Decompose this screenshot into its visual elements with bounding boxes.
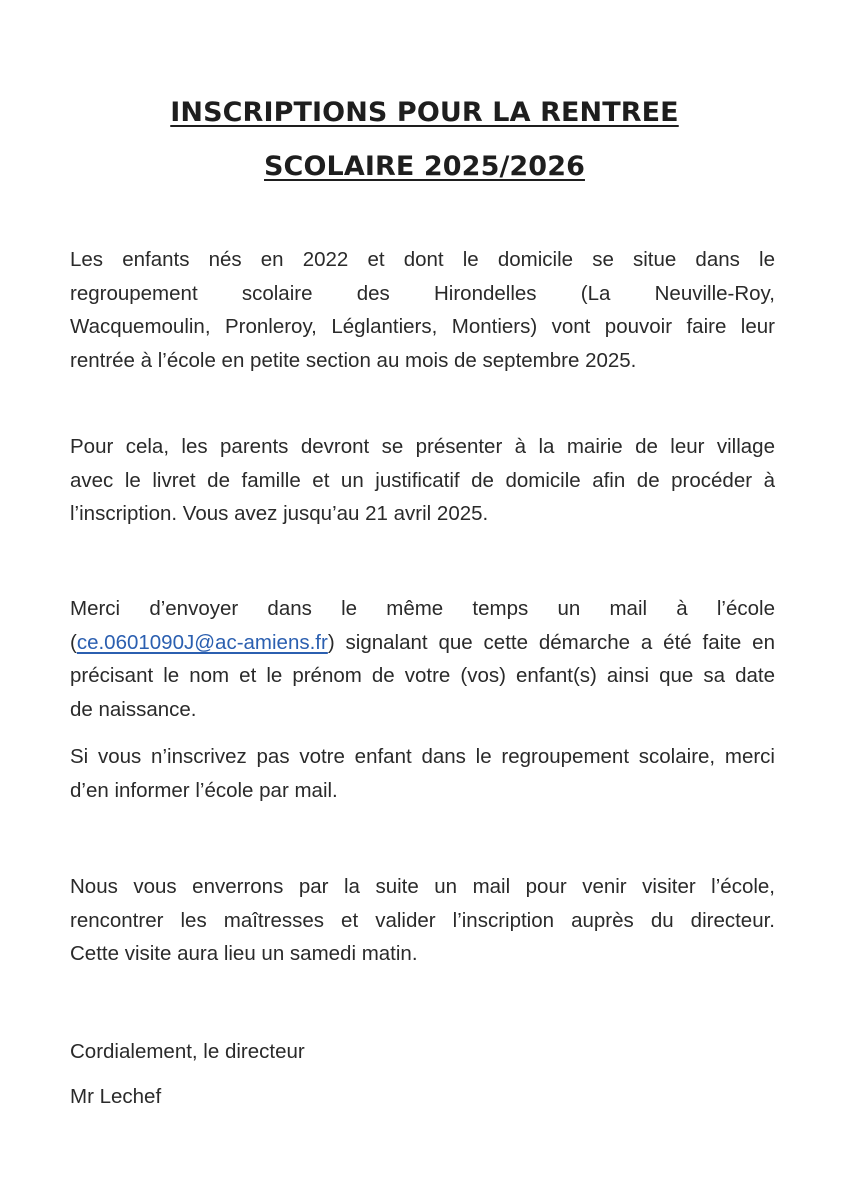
paragraph-non-registration	[70, 740, 775, 807]
paragraph-line: Les enfants nés en 2022 et dont le domicile se situe dans le	[70, 248, 775, 271]
paragraph-line: Si vous n’inscrivez pas votre enfant dans le regroupement scolaire, merci	[70, 745, 775, 768]
paragraph-line: Pour cela, les parents devront se présenter à la mairie de leur village	[70, 435, 775, 458]
paren-open: (	[70, 630, 77, 654]
signature-closing: Cordialement, le directeur	[70, 1040, 305, 1063]
paragraph-line: Nous vous enverrons par la suite un mail pour venir visiter l’école,	[70, 875, 775, 898]
paragraph-registration-instructions	[70, 430, 775, 531]
paragraph-line: Wacquemoulin, Pronleroy, Léglantiers, Montiers) vont pouvoir faire leur	[70, 315, 775, 338]
paragraph-text: ) signalant que cette démarche a été faite en	[327, 630, 775, 654]
document-title-line-1: INSCRIPTIONS POUR LA RENTREE	[170, 97, 679, 128]
paragraph-line: avec le livret de famille et un justificatif de domicile afin de procéder à	[70, 468, 775, 492]
paragraph-line: rencontrer les maîtresses et valider l’inscription auprès du directeur.	[70, 908, 775, 932]
paragraph-line: regroupement scolaire des Hirondelles (La Neuville-Roy,	[70, 281, 775, 305]
paragraph-line: Merci d’envoyer dans le même temps un mail à l’école	[70, 597, 775, 620]
paragraph-line: de naissance.	[70, 697, 197, 721]
paragraph-line: précisant le nom et le prénom de votre (vos) enfant(s) ainsi que sa date	[70, 664, 775, 687]
paragraph-line-with-email	[70, 626, 775, 660]
paragraph-line: rentrée à l’école en petite section au mois de septembre 2025.	[70, 348, 637, 372]
paragraph-eligibility	[70, 243, 775, 377]
document-title-line-2: SCOLAIRE 2025/2026	[264, 151, 585, 182]
school-email-link[interactable]: ce.0601090J@ac-amiens.fr	[76, 630, 328, 654]
paragraph-line: d’en informer l’école par mail.	[70, 778, 338, 802]
paragraph-school-visit	[70, 870, 775, 971]
paragraph-line: Cette visite aura lieu un samedi matin.	[70, 942, 418, 965]
paragraph-email-request	[70, 592, 775, 726]
signature-name: Mr Lechef	[70, 1085, 162, 1108]
paragraph-line: l’inscription. Vous avez jusqu’au 21 avril 2025.	[70, 502, 489, 525]
